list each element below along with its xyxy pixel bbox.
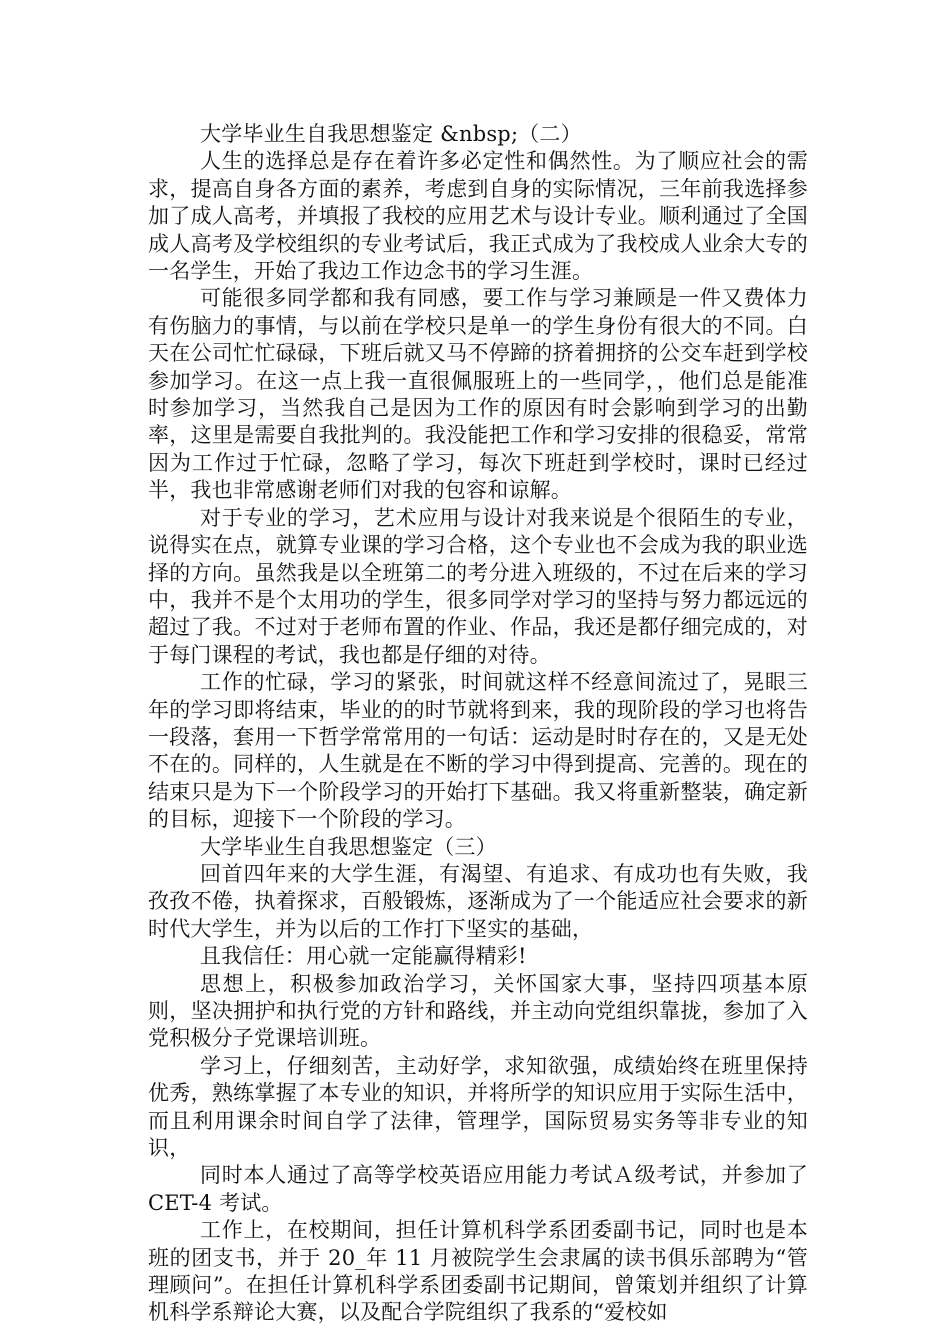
document-body	[148, 121, 808, 1327]
paragraph: 工作的忙碌，学习的紧张，时间就这样不经意间流过了，晃眼三年的学习即将结束，毕业的的时节就将到来，我的现阶段的学习也将告一段落，套用一下哲学常常用的一句话：运动是时时存在的，又是无处不在的。同样的，人生就是在不断的学习中得到提高、完善的。现在的结束只是为下一个阶段学习的开始打下基础。我又将重新整装，确定新的目标，迎接下一个阶段的学习。	[148, 670, 808, 832]
paragraph: 回首四年来的大学生涯，有渴望、有追求、有成功也有失败，我孜孜不倦，执着探求，百般锻炼，逐渐成为了一个能适应社会要求的新时代大学生，并为以后的工作打下坚实的基础，	[148, 861, 808, 941]
paragraph: 人生的选择总是存在着许多必定性和偶然性。为了顺应社会的需求，提高自身各方面的素养，考虑到自身的实际情况，三年前我选择参加了成人高考，并填报了我校的应用艺术与设计专业。顺利通过了全国成人高考及学校组织的专业考试后，我正式成为了我校成人业余大专的一名学生，开始了我边工作边念书的学习生涯。	[148, 149, 808, 284]
heading-part-two: 大学毕业生自我思想鉴定 &nbsp;（二）	[200, 122, 582, 146]
paragraph: 学习上，仔细刻苦，主动好学，求知欲强，成绩始终在班里保持优秀，熟练掌握了本专业的知识，并将所学的知识应用于实际生活中，而且利用课余时间自学了法律，管理学，国际贸易实务等非专业的知识，	[148, 1053, 808, 1161]
heading-part-three: 大学毕业生自我思想鉴定（三）	[200, 834, 497, 859]
paragraph: 且我信任：用心就一定能赢得精彩!	[200, 944, 527, 969]
paragraph: 对于专业的学习，艺术应用与设计对我来说是个很陌生的专业，说得实在点，就算专业课的学习合格，这个专业也不会成为我的职业选择的方向。虽然我是以全班第二的考分进入班级的，不过在后来的学习中，我并不是个太用功的学生，很多同学对学习的坚持与努力都远远的超过了我。不过对于老师布置的作业、作品，我还是都仔细完成的，对于每门课程的考试，我也都是仔细的对待。	[148, 505, 808, 667]
paragraph: 同时本人通过了高等学校英语应用能力考试Ａ级考试，并参加了 CET-4 考试。	[148, 1163, 808, 1215]
paragraph: 可能很多同学都和我有同感，要工作与学习兼顾是一件又费体力有伤脑力的事情，与以前在学校只是单一的学生身份有很大的不同。白天在公司忙忙碌碌，下班后就又马不停蹄的挤着拥挤的公交车赶到学校参加学习。在这一点上我一直很佩服班上的一些同学，，他们总是能准时参加学习，当然我自己是因为工作的原因有时会影响到学习的出勤率，这里是需要自我批判的。我没能把工作和学习安排的很稳妥，常常因为工作过于忙碌，忽略了学习，每次下班赶到学校时，课时已经过半，我也非常感谢老师们对我的包容和谅解。	[148, 286, 808, 503]
paragraph: 工作上，在校期间，担任计算机科学系团委副书记，同时也是本班的团支书，并于 20_年 11 月被院学生会隶属的读书俱乐部聘为“管理顾问”。在担任计算机科学系团委副书记期间，曾策划并组织了计算机科学系辩论大赛，以及配合学院组织了我系的“爱校如	[148, 1218, 808, 1325]
paragraph: 思想上，积极参加政治学习，关怀国家大事，坚持四项基本原则，坚决拥护和执行党的方针和路线，并主动向党组织靠拢，参加了入党积极分子党课培训班。	[148, 971, 808, 1051]
